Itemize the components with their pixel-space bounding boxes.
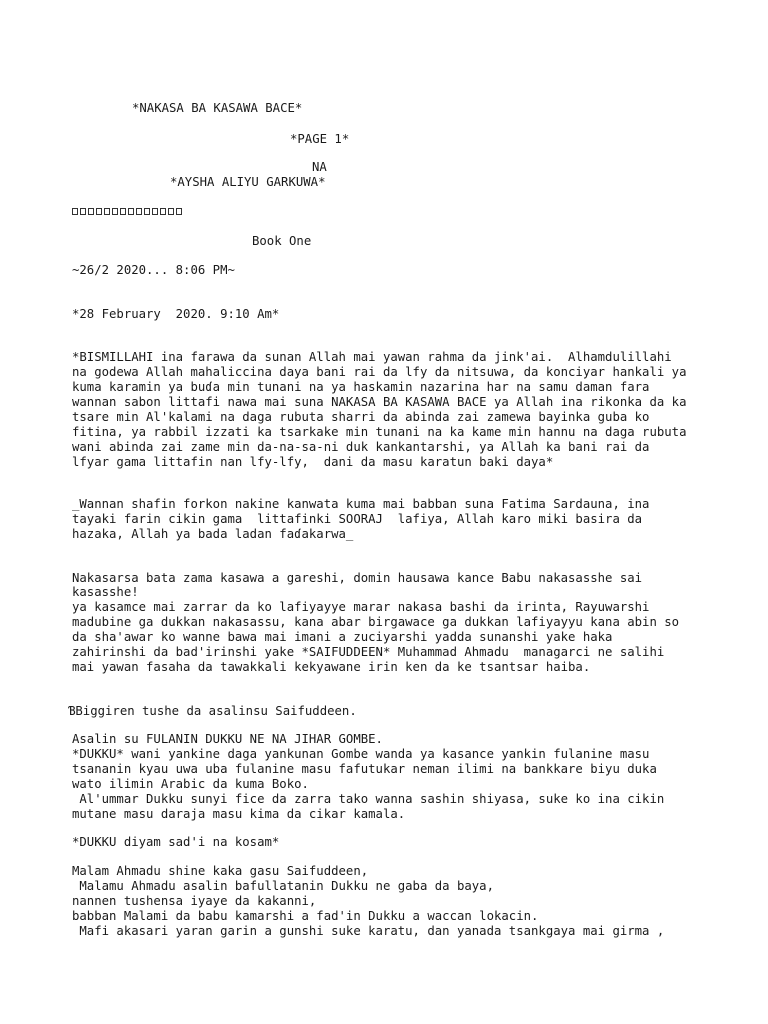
text-line: wannan sabon littafi nawa mai suna NAKASA BA KASAWA BACE ya Allah ina rikonka da ka [72, 395, 687, 409]
by-label: NA [312, 160, 327, 174]
divider-box [120, 208, 126, 215]
text-line: _Wannan shafin forkon nakine kanwata kuma mai babban suna Fatima Sardauna, ina [72, 497, 650, 511]
divider-box [112, 208, 118, 215]
divider-box [88, 208, 94, 215]
text-line: tayaki farin cikin gama littafinki SOORAJ lafiya, Allah karo miki basira da [72, 512, 643, 526]
divider-box [128, 208, 134, 215]
text-line: ƁBiggiren tushe da asalinsu Saifuddeen. [68, 704, 357, 718]
divider-box [168, 208, 174, 215]
text-line: Asalin su FULANIN DUKKU NE NA JIHAR GOMBE. [72, 732, 383, 746]
text-line: wato ilimin Arabic da kuma Boko. [72, 777, 309, 791]
text-line: ya kasamce mai zarrar da ko lafiyayye marar nakasa bashi da irinta, Rayuwarshi [72, 600, 650, 614]
text-line: *BISMILLAHI ina farawa da sunan Allah mai yawan rahma da jink'ai. Alhamdulillahi [72, 350, 672, 364]
text-line: lfyar gama littafin nan lfy-lfy, dani da masu karatun baki daya* [72, 455, 554, 469]
text-line: fitina, ya rabbil izzati ka tsarkake min tunani na ka kame min hannu na daga rubuta [72, 425, 687, 439]
text-line: Al'ummar Dukku sunyi fice da zarra tako wanna sashin shiyasa, suke ko ina cikin [72, 792, 665, 806]
author-name: *AYSHA ALIYU GARKUWA* [170, 175, 326, 189]
text-line: mai yawan fasaha da tawakkali kekyawane irin ken da ke tsantsar haiba. [72, 660, 591, 674]
divider-box [160, 208, 166, 215]
date-line-2: *28 February 2020. 9:10 Am* [72, 307, 280, 321]
divider-box [96, 208, 102, 215]
divider-box [72, 208, 78, 215]
text-line: babban Malami da babu kamarshi a fad'in Dukku a waccan lokacin. [72, 909, 539, 923]
divider-box [144, 208, 150, 215]
text-line: wani abinda zai zame min da-na-sa-ni duk kankantarshi, ya Allah ka bani rai da [72, 440, 650, 454]
book-label: Book One [252, 234, 312, 248]
text-line: hazaka, Allah ya bada ladan faɗakarwa_ [72, 527, 354, 541]
text-line: mutane masu daraja masu kima da cikar kamala. [72, 807, 406, 821]
text-line: tsare min Al'kalami na daga rubuta sharri da abinda zai zamewa bayinka guba ko [72, 410, 650, 424]
divider-box [176, 208, 182, 215]
text-line: zahirinshi da bad'irinshi yake *SAIFUDDEEN* Muhammad Ahmadu managarci ne salihi [72, 645, 665, 659]
text-line: kasasshe! [72, 585, 139, 599]
document-title: *NAKASA BA KASAWA BACE* [132, 101, 303, 115]
text-line: madubine ga dukkan nakasassu, kana abar birgawace ga dukkan lafiyayyu kana abin so [72, 615, 680, 629]
text-line: Malam Ahmadu shine kaka gasu Saifuddeen, [72, 864, 369, 878]
date-line-1: ~26/2 2020... 8:06 PM~ [72, 263, 235, 277]
divider-box [136, 208, 142, 215]
text-line: Mafi akasari yaran garin a gunshi suke karatu, dan yanada tsankgaya mai girma , [72, 924, 665, 938]
divider-boxes [72, 208, 183, 215]
text-line: *DUKKU diyam sad'i na kosam* [72, 835, 280, 849]
text-line: kuma karamin ya buɗa min tunani na ya haskamin nazarina har na samu daman fara [72, 380, 650, 394]
text-line: na godewa Allah mahaliccina daya bani rai da lfy da nitsuwa, da konciyar hankali ya [72, 365, 687, 379]
divider-box [104, 208, 110, 215]
divider-box [152, 208, 158, 215]
text-line: tsananin kyau uwa uba fulanine masu fafutukar neman ilimi na bankkare biyu duka [72, 762, 657, 776]
divider-box [80, 208, 86, 215]
text-line: *DUKKU* wani yankine daga yankunan Gombe wanda ya kasance yankin fulanine masu [72, 747, 650, 761]
text-line: Malamu Ahmadu asalin bafullatanin Dukku ne gaba da baya, [72, 879, 494, 893]
text-line: Nakasarsa bata zama kasawa a gareshi, domin hausawa kance Babu nakasasshe sai [72, 571, 643, 585]
page-number: *PAGE 1* [290, 132, 350, 146]
text-line: da sha'awar ko wanne bawa mai imani a zuciyarshi yadda sunanshi yake haka [72, 630, 613, 644]
text-line: nannen tushensa iyaye da kakanni, [72, 894, 317, 908]
